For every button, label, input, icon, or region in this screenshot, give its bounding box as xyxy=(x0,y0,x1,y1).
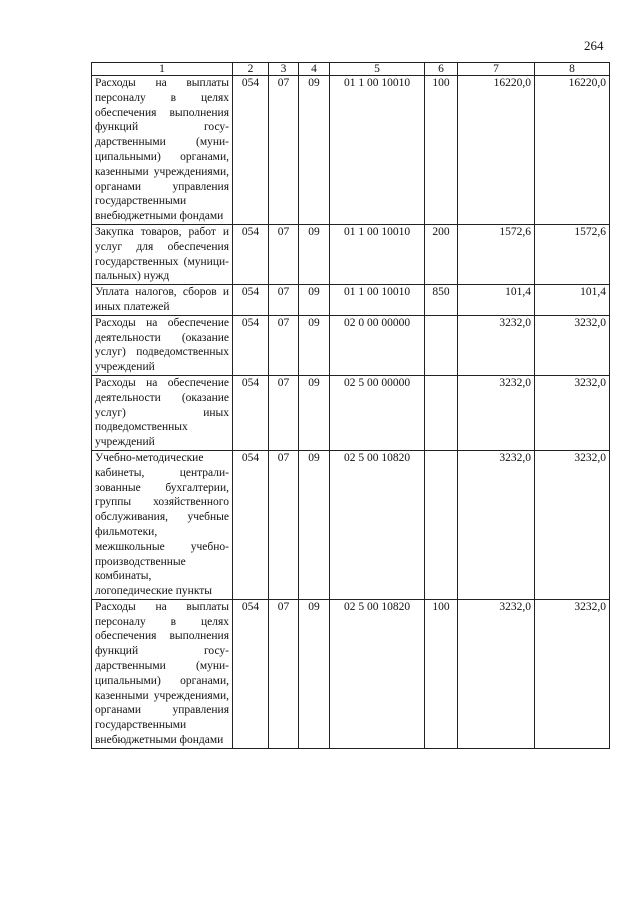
amount-cell: 1572,6 xyxy=(535,224,610,284)
table-row xyxy=(92,375,610,450)
amount-cell: 101,4 xyxy=(535,285,610,316)
target-article-cell: 01 1 00 10010 xyxy=(330,285,425,316)
section-cell: 07 xyxy=(269,224,299,284)
row-name-cell: Расходы на выплаты персоналу в целях обеспечения выполнения функций государственными (муниципальными) органами, казенными учреждениями, органами управления государственными внебюджетными фондами xyxy=(92,599,233,748)
subsection-cell: 09 xyxy=(299,599,330,748)
table-header-row xyxy=(92,63,610,76)
table-row xyxy=(92,76,610,225)
ministry-cell: 054 xyxy=(233,285,269,316)
amount-cell: 3232,0 xyxy=(535,375,610,450)
subsection-cell: 09 xyxy=(299,375,330,450)
header-cell: 4 xyxy=(299,63,330,76)
ministry-cell: 054 xyxy=(233,599,269,748)
header-cell: 2 xyxy=(233,63,269,76)
budget-table xyxy=(91,62,610,749)
section-cell: 07 xyxy=(269,599,299,748)
row-name-cell: Расходы на обеспечение деятельности (оказание услуг) иных подведомственных учреждений xyxy=(92,375,233,450)
target-article-cell: 02 5 00 10820 xyxy=(330,450,425,599)
section-cell: 07 xyxy=(269,375,299,450)
section-cell: 07 xyxy=(269,315,299,375)
expense-type-cell xyxy=(425,315,458,375)
amount-cell: 3232,0 xyxy=(535,315,610,375)
target-article-cell: 02 5 00 10820 xyxy=(330,599,425,748)
amount-cell: 16220,0 xyxy=(458,76,535,225)
expense-type-cell xyxy=(425,450,458,599)
target-article-cell: 02 5 00 00000 xyxy=(330,375,425,450)
amount-cell: 3232,0 xyxy=(535,599,610,748)
expense-type-cell: 100 xyxy=(425,76,458,225)
header-cell: 7 xyxy=(458,63,535,76)
row-name-cell: Уплата налогов, сборов и иных платежей xyxy=(92,285,233,316)
amount-cell: 3232,0 xyxy=(458,315,535,375)
amount-cell: 16220,0 xyxy=(535,76,610,225)
expense-type-cell: 200 xyxy=(425,224,458,284)
header-cell: 6 xyxy=(425,63,458,76)
amount-cell: 3232,0 xyxy=(458,375,535,450)
amount-cell: 101,4 xyxy=(458,285,535,316)
table-row xyxy=(92,285,610,316)
expense-type-cell xyxy=(425,375,458,450)
ministry-cell: 054 xyxy=(233,224,269,284)
amount-cell: 3232,0 xyxy=(458,450,535,599)
table-row xyxy=(92,450,610,599)
row-name-cell: Расходы на выплаты персоналу в целях обеспечения выполнения функций государственными (муниципальными) органами, казенными учреждениями, органами управления государственными внебюджетными фондами xyxy=(92,76,233,225)
target-article-cell: 01 1 00 10010 xyxy=(330,76,425,225)
ministry-cell: 054 xyxy=(233,76,269,225)
expense-type-cell: 100 xyxy=(425,599,458,748)
ministry-cell: 054 xyxy=(233,450,269,599)
row-name-cell: Расходы на обеспечение деятельности (оказание услуг) подведомственных учреждений xyxy=(92,315,233,375)
target-article-cell: 02 0 00 00000 xyxy=(330,315,425,375)
subsection-cell: 09 xyxy=(299,450,330,599)
subsection-cell: 09 xyxy=(299,285,330,316)
table-row xyxy=(92,599,610,748)
page-number: 264 xyxy=(584,38,604,53)
row-name-cell: Учебно-методические кабинеты, централизованные бухгалтерии, группы хозяйственного обслуживания, учебные фильмотеки, межшкольные учебно-производственные комбинаты, логопедические пункты xyxy=(92,450,233,599)
ministry-cell: 054 xyxy=(233,375,269,450)
header-cell: 1 xyxy=(92,63,233,76)
ministry-cell: 054 xyxy=(233,315,269,375)
subsection-cell: 09 xyxy=(299,76,330,225)
section-cell: 07 xyxy=(269,450,299,599)
header-cell: 3 xyxy=(269,63,299,76)
subsection-cell: 09 xyxy=(299,224,330,284)
amount-cell: 3232,0 xyxy=(535,450,610,599)
expense-type-cell: 850 xyxy=(425,285,458,316)
target-article-cell: 01 1 00 10010 xyxy=(330,224,425,284)
section-cell: 07 xyxy=(269,285,299,316)
header-cell: 5 xyxy=(330,63,425,76)
subsection-cell: 09 xyxy=(299,315,330,375)
row-name-cell: Закупка товаров, работ и услуг для обеспечения государственных (муниципальных) нужд xyxy=(92,224,233,284)
amount-cell: 3232,0 xyxy=(458,599,535,748)
table-row xyxy=(92,224,610,284)
table-row xyxy=(92,315,610,375)
section-cell: 07 xyxy=(269,76,299,225)
header-cell: 8 xyxy=(535,63,610,76)
amount-cell: 1572,6 xyxy=(458,224,535,284)
